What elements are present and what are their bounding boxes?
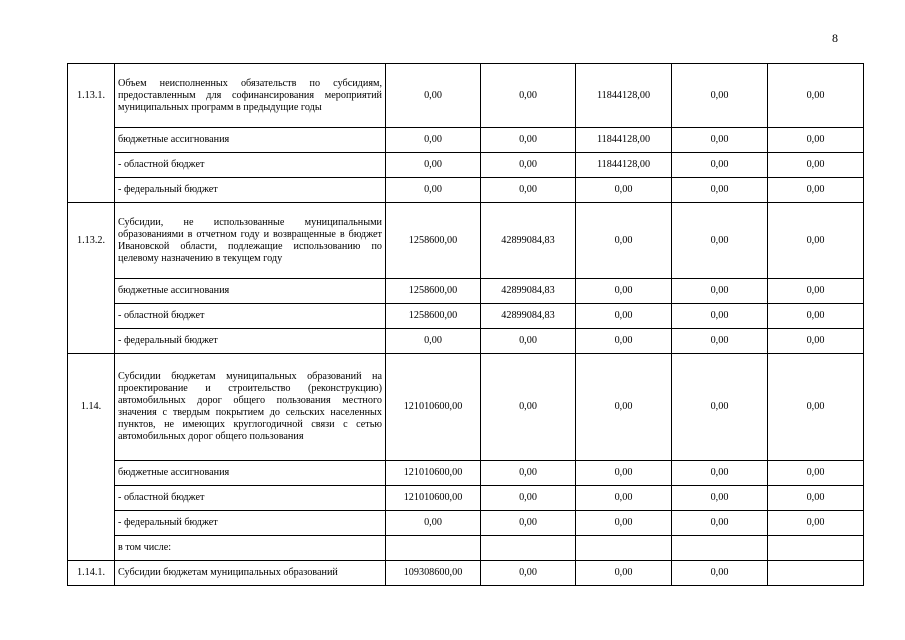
value-cell: 0,00 [386,153,481,178]
value-cell: 0,00 [672,354,768,461]
row-description: бюджетные ассигнования [115,128,386,153]
value-cell: 42899084,83 [481,203,576,279]
value-cell: 0,00 [386,511,481,536]
row-number [68,329,115,354]
row-number [68,279,115,304]
value-cell: 0,00 [768,354,864,461]
row-description: Объем неисполненных обязательств по субсидиям, предоставленным для софинансирования мероприятий муниципальных программ в предыдущие годы [115,64,386,128]
value-cell: 1258600,00 [386,203,481,279]
row-description: - федеральный бюджет [115,329,386,354]
row-description: бюджетные ассигнования [115,279,386,304]
value-cell: 109308600,00 [386,561,481,586]
row-description: Субсидии бюджетам муниципальных образований [115,561,386,586]
value-cell: 0,00 [672,486,768,511]
value-cell: 0,00 [672,329,768,354]
value-cell: 0,00 [672,561,768,586]
table-row [68,178,864,203]
value-cell: 42899084,83 [481,304,576,329]
value-cell: 0,00 [768,511,864,536]
row-description: - федеральный бюджет [115,511,386,536]
row-number: 1.13.2. [68,203,115,279]
table-row [68,511,864,536]
value-cell: 0,00 [768,304,864,329]
value-cell: 0,00 [672,178,768,203]
value-cell [768,536,864,561]
value-cell [481,536,576,561]
value-cell: 0,00 [672,304,768,329]
value-cell: 0,00 [576,486,672,511]
value-cell: 0,00 [576,203,672,279]
value-cell: 0,00 [768,203,864,279]
value-cell: 0,00 [481,561,576,586]
value-cell: 0,00 [672,461,768,486]
value-cell: 0,00 [768,486,864,511]
value-cell: 42899084,83 [481,279,576,304]
row-number [68,128,115,153]
row-number [68,461,115,486]
value-cell: 0,00 [768,128,864,153]
table-row [68,536,864,561]
table-row [68,203,864,279]
value-cell: 0,00 [672,128,768,153]
value-cell: 0,00 [672,203,768,279]
value-cell: 0,00 [481,511,576,536]
table-row [68,304,864,329]
value-cell: 0,00 [386,178,481,203]
row-number: 1.13.1. [68,64,115,128]
value-cell: 0,00 [576,511,672,536]
value-cell: 0,00 [481,486,576,511]
row-number [68,153,115,178]
value-cell: 0,00 [768,329,864,354]
value-cell: 0,00 [481,354,576,461]
value-cell: 0,00 [576,329,672,354]
value-cell: 121010600,00 [386,461,481,486]
value-cell: 0,00 [576,178,672,203]
value-cell: 0,00 [386,64,481,128]
row-number [68,511,115,536]
row-description: бюджетные ассигнования [115,461,386,486]
value-cell: 0,00 [481,64,576,128]
value-cell: 0,00 [576,304,672,329]
row-number [68,486,115,511]
value-cell: 0,00 [672,64,768,128]
row-description: в том числе: [115,536,386,561]
value-cell: 11844128,00 [576,64,672,128]
row-description: - областной бюджет [115,486,386,511]
value-cell [576,536,672,561]
value-cell: 0,00 [386,128,481,153]
row-description: Субсидии бюджетам муниципальных образований на проектирование и строительство (реконструкцию) автомобильных дорог общего пользования местного значения с твердым покрытием до сельских населенных пунктов, не имеющих круглогодичной связи с сетью автомобильных дорог общего пользования [115,354,386,461]
row-description: Субсидии, не использованные муниципальными образованиями в отчетном году и возвращенные в бюджет Ивановской области, подлежащие использованию по целевому назначению в текущем году [115,203,386,279]
value-cell: 0,00 [481,329,576,354]
row-number: 1.14. [68,354,115,461]
table-row [68,561,864,586]
value-cell [386,536,481,561]
table-row [68,128,864,153]
row-number [68,304,115,329]
value-cell: 0,00 [768,279,864,304]
value-cell: 11844128,00 [576,128,672,153]
value-cell: 0,00 [481,178,576,203]
page-number: 8 [832,31,838,45]
value-cell: 0,00 [481,153,576,178]
value-cell: 0,00 [386,329,481,354]
value-cell: 0,00 [672,511,768,536]
value-cell [768,561,864,586]
value-cell: 0,00 [768,64,864,128]
table-row [68,354,864,461]
row-description: - областной бюджет [115,304,386,329]
value-cell: 121010600,00 [386,486,481,511]
row-number [68,178,115,203]
table-row [68,461,864,486]
row-number: 1.14.1. [68,561,115,586]
value-cell: 0,00 [576,279,672,304]
row-description: - федеральный бюджет [115,178,386,203]
value-cell: 11844128,00 [576,153,672,178]
value-cell: 0,00 [768,461,864,486]
row-description: - областной бюджет [115,153,386,178]
value-cell: 0,00 [768,178,864,203]
table-row [68,279,864,304]
value-cell: 0,00 [481,128,576,153]
table-row [68,153,864,178]
value-cell: 121010600,00 [386,354,481,461]
value-cell: 0,00 [576,561,672,586]
value-cell: 0,00 [672,153,768,178]
value-cell: 0,00 [768,153,864,178]
value-cell: 0,00 [481,461,576,486]
table-row [68,64,864,128]
value-cell: 0,00 [576,461,672,486]
table-row [68,329,864,354]
row-number [68,536,115,561]
budget-table [67,63,864,586]
value-cell [672,536,768,561]
value-cell: 1258600,00 [386,304,481,329]
value-cell: 1258600,00 [386,279,481,304]
value-cell: 0,00 [576,354,672,461]
table-row [68,486,864,511]
value-cell: 0,00 [672,279,768,304]
